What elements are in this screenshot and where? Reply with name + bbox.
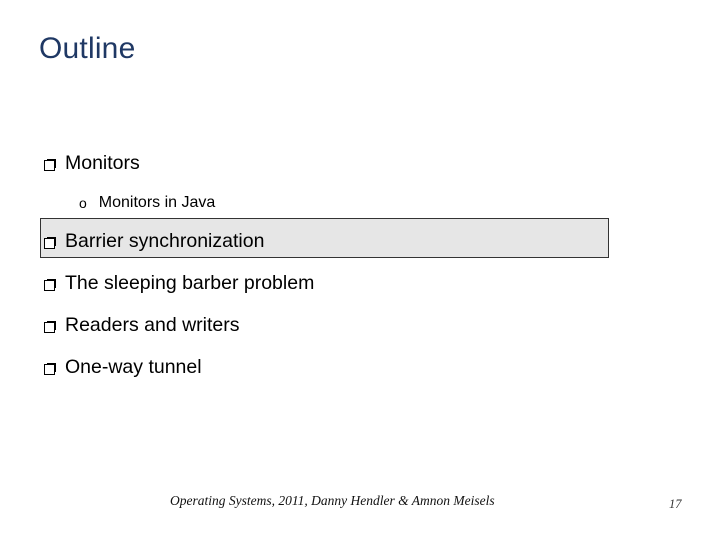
bullet-label: Monitors (65, 152, 140, 174)
bullet-label: Readers and writers (65, 314, 240, 336)
bullet-label: The sleeping barber problem (65, 272, 315, 294)
slide-footer: Operating Systems, 2011, Danny Hendler & Amnon Meisels (170, 493, 495, 508)
slide-title: Outline (39, 32, 136, 65)
bullet-label: One-way tunnel (65, 356, 202, 378)
bullet-item-monitors (44, 152, 140, 175)
checkbox-bullet-icon (44, 321, 56, 333)
checkbox-bullet-icon (44, 159, 56, 171)
bullet-item-barrier-synchronization (44, 230, 264, 253)
checkbox-bullet-icon (44, 363, 56, 375)
sub-bullet-label: Monitors in Java (98, 194, 216, 211)
bullet-label: Barrier synchronization (65, 230, 265, 252)
bullet-item-readers-writers (44, 314, 240, 337)
circle-bullet-icon: o (79, 195, 87, 211)
bullet-item-sleeping-barber (44, 272, 314, 295)
bullet-item-one-way-tunnel (44, 356, 202, 379)
checkbox-bullet-icon (44, 279, 56, 291)
checkbox-bullet-icon (44, 237, 56, 249)
sub-bullet-item-monitors-in-java (79, 194, 215, 212)
page-number: 17 (669, 497, 682, 511)
